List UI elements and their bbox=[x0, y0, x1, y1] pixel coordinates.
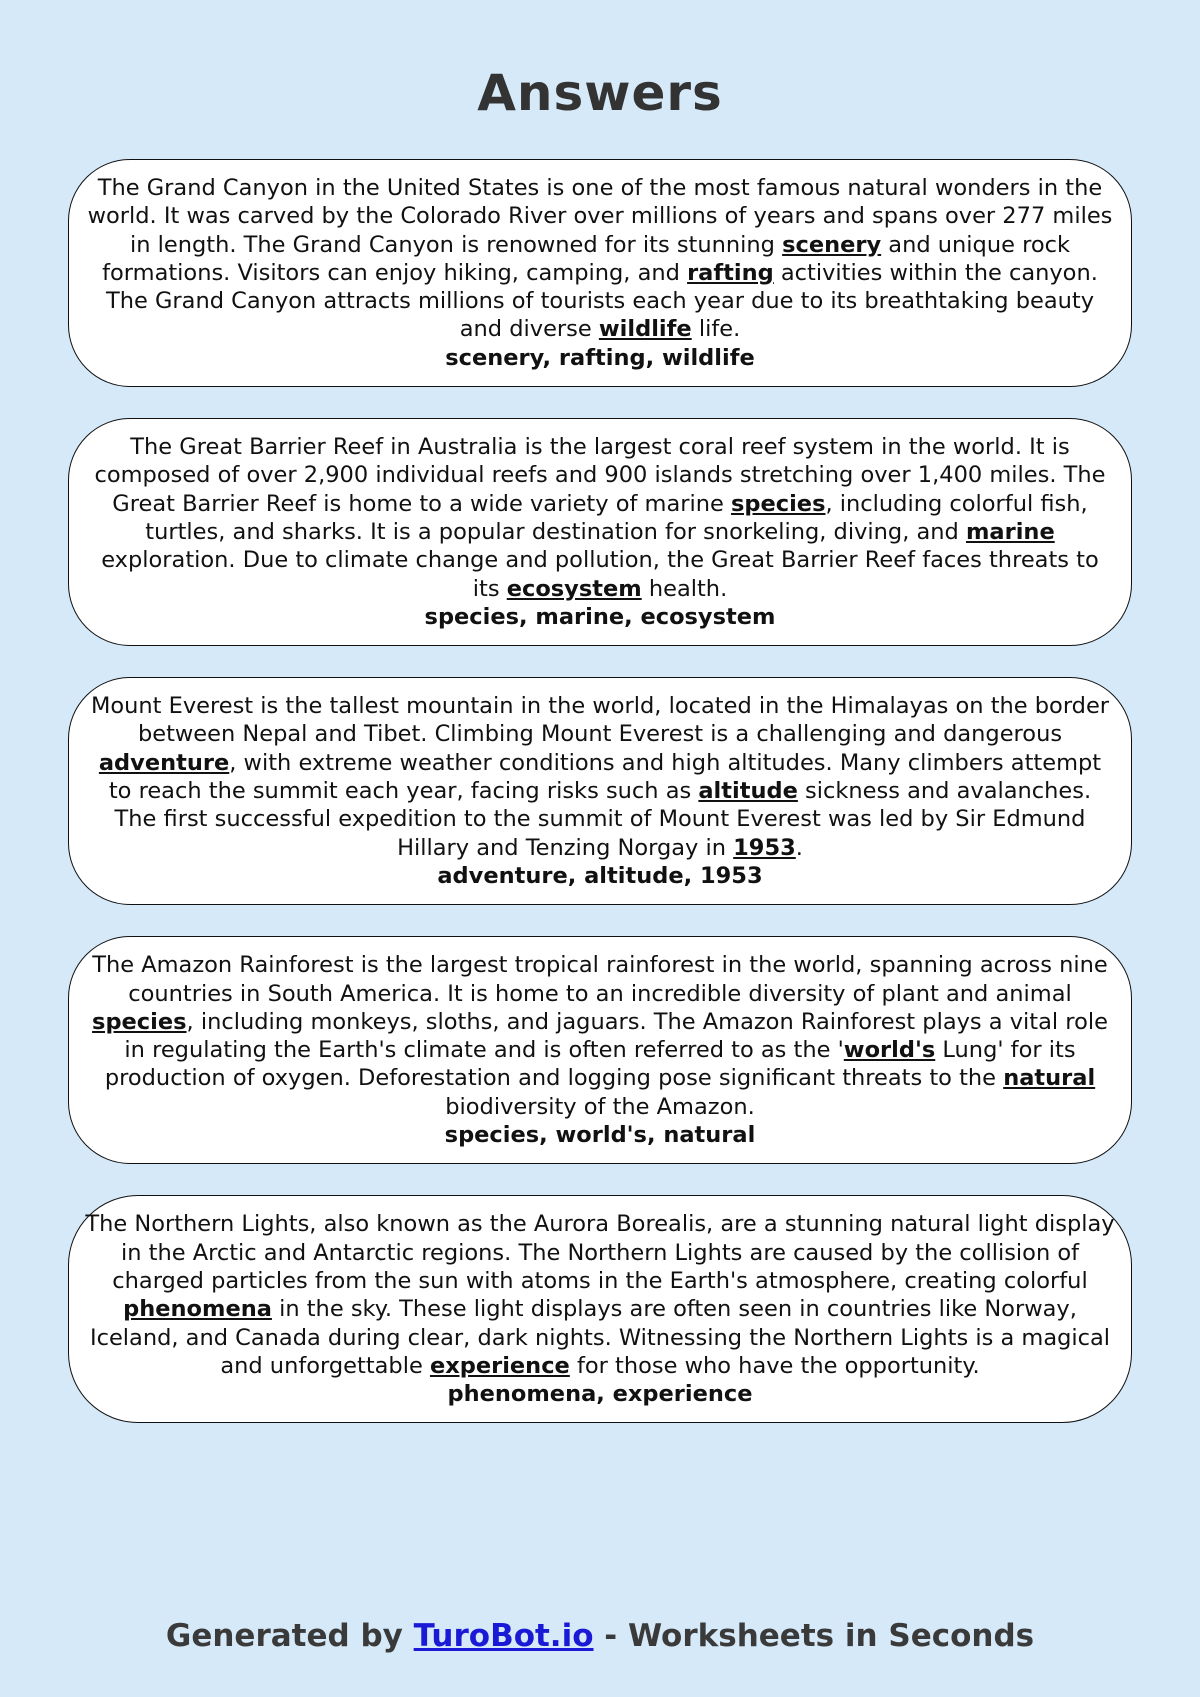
answer-key: species, marine, ecosystem bbox=[424, 603, 776, 630]
passage-segment: for those who have the opportunity. bbox=[569, 1352, 980, 1379]
answer-word: rafting bbox=[687, 259, 774, 286]
footer bbox=[0, 1618, 1200, 1654]
answer-cards bbox=[68, 159, 1132, 1454]
passage-text bbox=[85, 174, 1115, 344]
answer-word: world's bbox=[843, 1037, 936, 1064]
answer-word: 1953 bbox=[733, 834, 796, 861]
answer-word: experience bbox=[429, 1352, 570, 1379]
footer-suffix: - Worksheets in Seconds bbox=[593, 1618, 1035, 1654]
answer-word: marine bbox=[965, 518, 1055, 545]
answer-key: species, world's, natural bbox=[444, 1122, 756, 1149]
answer-word: ecosystem bbox=[506, 575, 642, 602]
passage-segment: The Great Barrier Reef in Australia is the largest coral reef system in the world. It is composed of over 2,900 individual reefs and 900 islands stretching over 1,400 miles. The Great Barrier Reef is home to a wide variety of marine bbox=[94, 434, 1106, 517]
passage-segment: and unique rock formations. Visitors can enjoy hiking, camping, and bbox=[102, 231, 1070, 286]
passage-segment: biodiversity of the Amazon. bbox=[445, 1093, 755, 1120]
passage-text bbox=[85, 1210, 1115, 1380]
passage-text bbox=[85, 433, 1115, 603]
passage-segment: exploration. Due to climate change and pollution, the Great Barrier Reef faces threats to its bbox=[101, 547, 1099, 602]
footer-prefix: Generated by bbox=[165, 1618, 414, 1654]
answer-word: adventure bbox=[98, 749, 230, 776]
passage-segment: The Grand Canyon in the United States is one of the most famous natural wonders in the world. It was carved by the Colorado River over millions of years and spans over 277 miles in length. The Grand Canyon is renowned for its stunning bbox=[87, 175, 1113, 258]
passage-segment: , including colorful fish, turtles, and sharks. It is a popular destination for snorkeling, diving, and bbox=[145, 490, 1088, 545]
answer-word: wildlife bbox=[598, 316, 692, 343]
page-title: Answers bbox=[477, 64, 723, 122]
passage-segment: The Northern Lights, also known as the Aurora Borealis, are a stunning natural light display in the Arctic and Antarctic regions. The Northern Lights are caused by the collision of charged particles from the sun with atoms in the Earth's atmosphere, creating colorful bbox=[85, 1211, 1115, 1294]
answer-card bbox=[68, 418, 1132, 646]
answer-card bbox=[68, 936, 1132, 1164]
answer-word: species bbox=[92, 1008, 187, 1035]
answer-word: phenomena bbox=[123, 1296, 272, 1323]
turobot-link[interactable]: TuroBot.io bbox=[413, 1618, 594, 1654]
passage-text bbox=[85, 951, 1115, 1121]
passage-segment: life. bbox=[691, 316, 741, 343]
passage-segment: . bbox=[795, 834, 803, 861]
answer-word: altitude bbox=[698, 778, 798, 805]
passage-segment: sickness and avalanches. The first successful expedition to the summit of Mount Everest was led by Sir Edmund Hillary and Tenzing Norgay in bbox=[114, 778, 1092, 861]
passage-segment: Mount Everest is the tallest mountain in the world, located in the Himalayas on the border between Nepal and Tibet. Climbing Mount Everest is a challenging and dangerous bbox=[90, 693, 1110, 748]
answer-word: species bbox=[731, 490, 826, 517]
answer-key: adventure, altitude, 1953 bbox=[437, 862, 763, 889]
answer-word: scenery bbox=[782, 231, 882, 258]
passage-text bbox=[85, 692, 1115, 862]
passage-segment: , with extreme weather conditions and high altitudes. Many climbers attempt to reach the summit each year, facing risks such as bbox=[108, 749, 1102, 805]
passage-segment: Lung' for its production of oxygen. Deforestation and logging pose significant threats to the bbox=[104, 1037, 1076, 1092]
passage-segment: health. bbox=[641, 575, 728, 602]
answer-card bbox=[68, 159, 1132, 387]
answer-card bbox=[68, 1195, 1132, 1423]
passage-segment: activities within the canyon. The Grand Canyon attracts millions of tourists each year due to its breathtaking beauty and diverse bbox=[105, 259, 1098, 343]
answer-card bbox=[68, 677, 1132, 905]
answer-word: natural bbox=[1003, 1065, 1096, 1092]
passage-segment: in the sky. These light displays are often seen in countries like Norway, Iceland, and Canada during clear, dark nights. Witnessing the Northern Lights is a magical and unforgettable bbox=[89, 1296, 1111, 1379]
answer-key: scenery, rafting, wildlife bbox=[445, 344, 755, 371]
answer-key: phenomena, experience bbox=[447, 1381, 753, 1408]
passage-segment: , including monkeys, sloths, and jaguars. The Amazon Rainforest plays a vital role in regulating the Earth's climate and is often referred to as the ' bbox=[124, 1008, 1108, 1064]
passage-segment: The Amazon Rainforest is the largest tropical rainforest in the world, spanning across nine countries in South America. It is home to an incredible diversity of plant and animal bbox=[92, 952, 1108, 1007]
